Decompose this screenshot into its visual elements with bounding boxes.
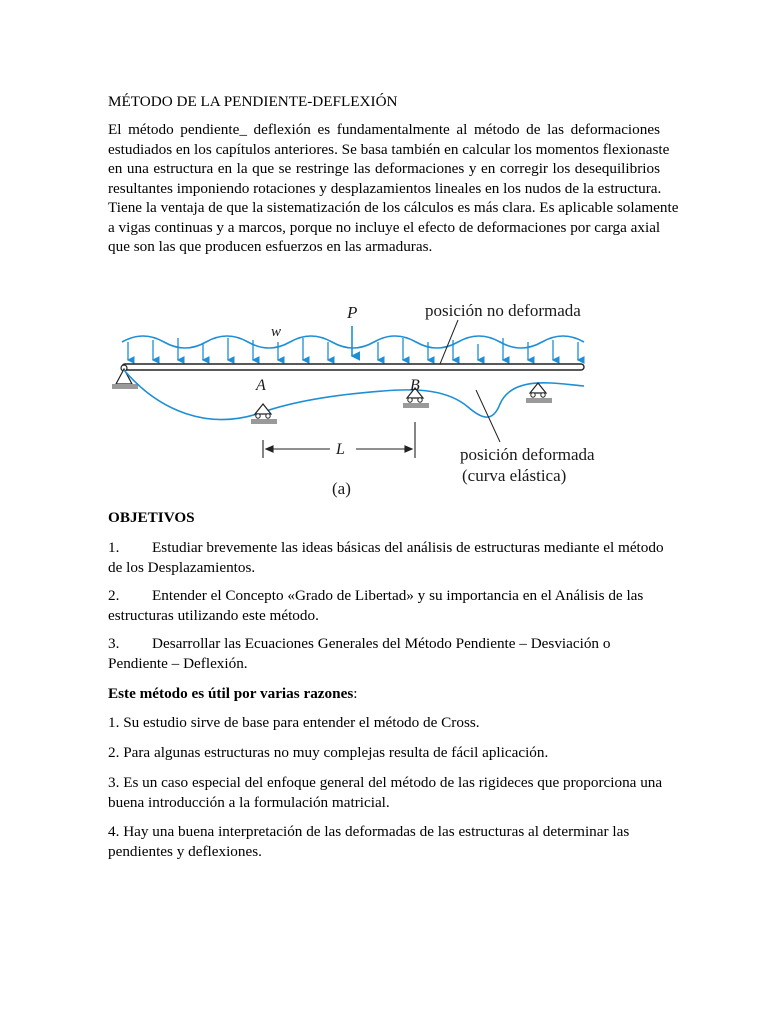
- distributed-load-curve: [122, 336, 584, 348]
- intro-line: en una estructura en la que se restringe las deformaciones y en corregir los desequilibrios: [108, 160, 660, 177]
- reasons-heading-text: Este método es útil por varias razones: [108, 685, 354, 702]
- beam-deflection-figure: [108, 292, 608, 500]
- objectives-heading: OBJETIVOS: [108, 509, 195, 526]
- intro-line: Tiene la ventaja de que la sistematización de los cálculos es más clara. Es aplicable solamente: [108, 199, 679, 216]
- roller-support-c: [526, 383, 552, 403]
- objective-item: [108, 538, 664, 577]
- intro-line: El método pendiente_ deflexión es fundamentalmente al método de las deformaciones: [108, 121, 660, 138]
- reason-text: 2. Para algunas estructuras no muy complejas resulta de fácil aplicación.: [108, 744, 549, 761]
- deformed-label: posición deformada: [460, 445, 595, 464]
- elastic-curve: [124, 370, 584, 420]
- load-arrows: [128, 338, 578, 360]
- support-a-label: A: [256, 377, 266, 394]
- reason-item: [108, 822, 660, 861]
- objective-text: Estudiar brevemente las ideas básicas del análisis de estructuras mediante el método: [152, 539, 664, 556]
- objective-number: 3.: [108, 635, 120, 652]
- document-title: MÉTODO DE LA PENDIENTE-DEFLEXIÓN: [108, 93, 398, 110]
- objective-number: 2.: [108, 587, 120, 604]
- support-b-label: B: [410, 377, 420, 394]
- objective-item: [108, 586, 660, 625]
- objective-text: Desarrollar las Ecuaciones Generales del Método Pendiente – Desviación o: [152, 635, 611, 652]
- reasons-heading-colon: :: [353, 685, 358, 702]
- intro-line: a vigas continuas y a marcos, porque no incluye el efecto de deformaciones por carga axial: [108, 218, 661, 236]
- undeformed-beam: [122, 364, 584, 370]
- objective-text: Entender el Concepto «Grado de Libertad» y su importancia en el Análisis de las: [152, 587, 644, 604]
- span-label: L: [336, 441, 345, 458]
- roller-support-a: [251, 404, 277, 424]
- objective-text-continued: de los Desplazamientos.: [108, 558, 256, 576]
- objective-number: 1.: [108, 539, 120, 556]
- intro-line: resultantes imponiendo rotaciones y desplazamientos lineales en los nudos de la estructura.: [108, 179, 662, 197]
- reason-text: 3. Es un caso especial del enfoque general del método de las rigideces que proporciona una: [108, 774, 663, 791]
- undeformed-label: posición no deformada: [425, 301, 581, 320]
- elastic-curve-label: (curva elástica): [462, 466, 567, 485]
- reasons-heading: [108, 684, 357, 704]
- reason-text-continued: pendientes y deflexiones.: [108, 842, 262, 860]
- reason-item: [108, 773, 663, 812]
- objective-item: [108, 634, 660, 673]
- reason-text-continued: buena introducción a la formulación matricial.: [108, 793, 390, 811]
- intro-paragraph: [108, 120, 679, 257]
- objective-text-continued: estructuras utilizando este método.: [108, 606, 319, 624]
- reason-text: 4. Hay una buena interpretación de las deformadas de las estructuras al determinar las: [108, 823, 630, 840]
- reason-item: [108, 713, 660, 733]
- objective-text-continued: Pendiente – Deflexión.: [108, 654, 248, 672]
- figure-caption: (a): [332, 479, 351, 498]
- reason-item: [108, 743, 660, 763]
- reason-text: 1. Su estudio sirve de base para entender el método de Cross.: [108, 714, 480, 731]
- intro-line: estudiados en los capítulos anteriores. Se basa también en calcular los momentos flexionaste: [108, 140, 670, 158]
- undeformed-leader: [440, 320, 458, 364]
- distributed-load-label: w: [271, 324, 282, 340]
- intro-line: que son las que producen esfuerzos en las armaduras.: [108, 238, 433, 255]
- point-load-label: P: [347, 303, 358, 322]
